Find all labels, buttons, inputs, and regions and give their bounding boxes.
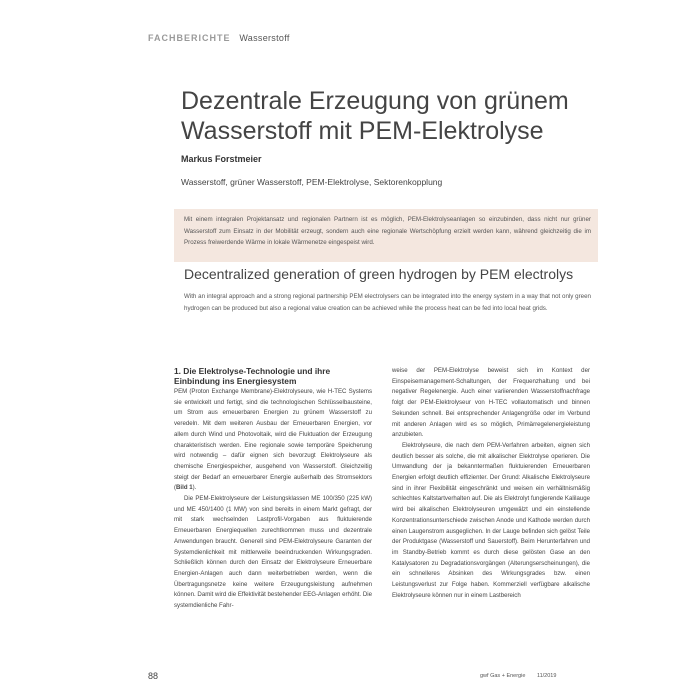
paragraph — [174, 387, 372, 494]
article-title: Dezentrale Erzeugung von grünem Wasserstoff mit PEM-Elektrolyse — [181, 87, 569, 145]
paragraph: Die PEM-Elektrolyseure der Leistungsklassen ME 100/350 (225 kW) und ME 450/1400 (1 MW) von sind bereits in einem Markt gefragt, der mit stark wechselnden Lastprofil-Vorgaben aus fluktuierende Erneuerbaren Energiequellen zurechtkommen muss und dezentrale Anwendungen braucht. Generell sind PEM-Elektrolyseure Garanten der Systemdienlichkeit mit mittlerweile beeindruckenden Wirkungsgraden. Schließlich können durch den Einsatz der Elektrolyseure Erneuerbare Energien-Anlagen auch dann weiterbetrieben werden, wenn die Übertragungsnetze keine weitere Erzeugungsleistung aufnehmen können. Damit wird die Effektivität bestehender EEG-Anlagen erhöht. Die systemdienliche Fahr- — [174, 495, 372, 610]
header-subcategory: Wasserstoff — [239, 33, 290, 43]
section-heading: 1. Die Elektrolyse-Technologie und ihre Einbindung ins Energiesystem — [174, 366, 331, 386]
page-number: 88 — [148, 671, 159, 681]
paragraph-text: PEM (Proton Exchange Membrane)-Elektrolyseure, wie H-TEC Systems sie entwickelt und fertigt, sind die technologischen Schlüsselbausteine, um Strom aus erneuerbaren Energien zu grünem Wasserstoff zu veredeln. Mit dem weiteren Ausbau der Erneuerbaren Energien, vor allem durch Wind und Photovoltaik, wird die Fluktuation der Erzeugung charakteristisch werden. Eine regionale sowie temporäre Speicherung wird notwendig – dafür eignen sich bevorzugt Elektrolyseure als chemische Energiespeicher, ausgehend von Wasserstoff. Gleichzeitig steigt der Bedarf an erneuerbarer Energie außerhalb des Stromsektors ( — [174, 388, 372, 492]
figure-reference: Bild 1 — [176, 484, 193, 492]
abstract-english: With an integral approach and a strong regional partnership PEM electrolysers can be integrated into the energy system in a way that not only green hydrogen can be produced but also a regional value creation can be achieved while the process heat can be fed into local heat grids. — [184, 293, 591, 312]
running-header — [148, 33, 290, 43]
footer-publication — [480, 673, 556, 679]
english-title: Decentralized generation of green hydrogen by PEM electrolys — [184, 266, 574, 282]
paragraph: Elektrolyseure, die nach dem PEM-Verfahren arbeiten, eignen sich deutlich besser als solche, die mit alkalischer Elektrolyse operieren. Die Umwandlung der ja bekanntermaßen fluktuierenden Erneuerbaren Energien erfolgt deutlich effizienter. Der Grund: Alkalische Elektrolyseure sind in ihrer Flexibilität eingeschränkt und weisen ein verhältnismäßig schlechtes Kaltstartverhalten auf. Die als Elektrolyt fungierende Kalilauge wird bei alkalischen Elektrolyseuren umgewälzt und ein einstellende Konzentrationsunterschiede zwischen Anode und Kathode werden durch einen Laugenstrom ausgeglichen. In der Lauge befinden sich gelöst Teile der Produktgase (Wasserstoff und Sauerstoff). Beim Herunterfahren und im Standby-Betrieb kommt es durch diese gelösten Gase an den Katalysatoren zu Degradationsvorgängen (Alterungserscheinungen), die ein schnelleres Absinken des Wirkungsgrades bzw. einen Leistungsverlust zur Folge haben. Kommerziell verfügbare alkalische Elektrolyseure können nur in einem Lastbereich — [392, 441, 590, 599]
text-column-right — [392, 366, 590, 601]
publication-name: gwf Gas + Energie — [480, 673, 526, 679]
publication-issue: 11/2019 — [536, 673, 557, 679]
text-column-left — [174, 366, 372, 612]
paragraph: weise der PEM-Elektrolyse beweist sich im Kontext der Einspeisemanagement-Schaltungen, der Frequenzhaltung und bei negativer Regelenergie. Auch einer variierenden Wasserstoffnachfrage folgt der PEM-Elektrolyseur von H-TEC vollautomatisch und binnen Sekunden schnell. Bei entsprechender Anlagengröße oder im Verbund mit anderen Anlagen wird es so möglich, Primärregelenergieleistung anzubieten. — [392, 367, 590, 439]
article-author: Markus Forstmeier — [181, 154, 262, 164]
paragraph-text: ). — [192, 484, 197, 492]
article-keywords: Wasserstoff, grüner Wasserstoff, PEM-Elektrolyse, Sektorenkopplung — [181, 177, 443, 187]
abstract-german: Mit einem integralen Projektansatz und regionalen Partnern ist es möglich, PEM-Elektrolyseanlagen so einzubinden, dass nicht nur grüner Wasserstoff zum Einsatz in der Mobilität erzeugt, sondern auch eine regionale Wertschöpfung erzielt werden kann, während gleichzeitig die im Prozess freiwerdende Wärme in lokale Wärmenetze eingespeist wird. — [184, 216, 591, 246]
header-category: FACHBERICHTE — [148, 33, 231, 43]
